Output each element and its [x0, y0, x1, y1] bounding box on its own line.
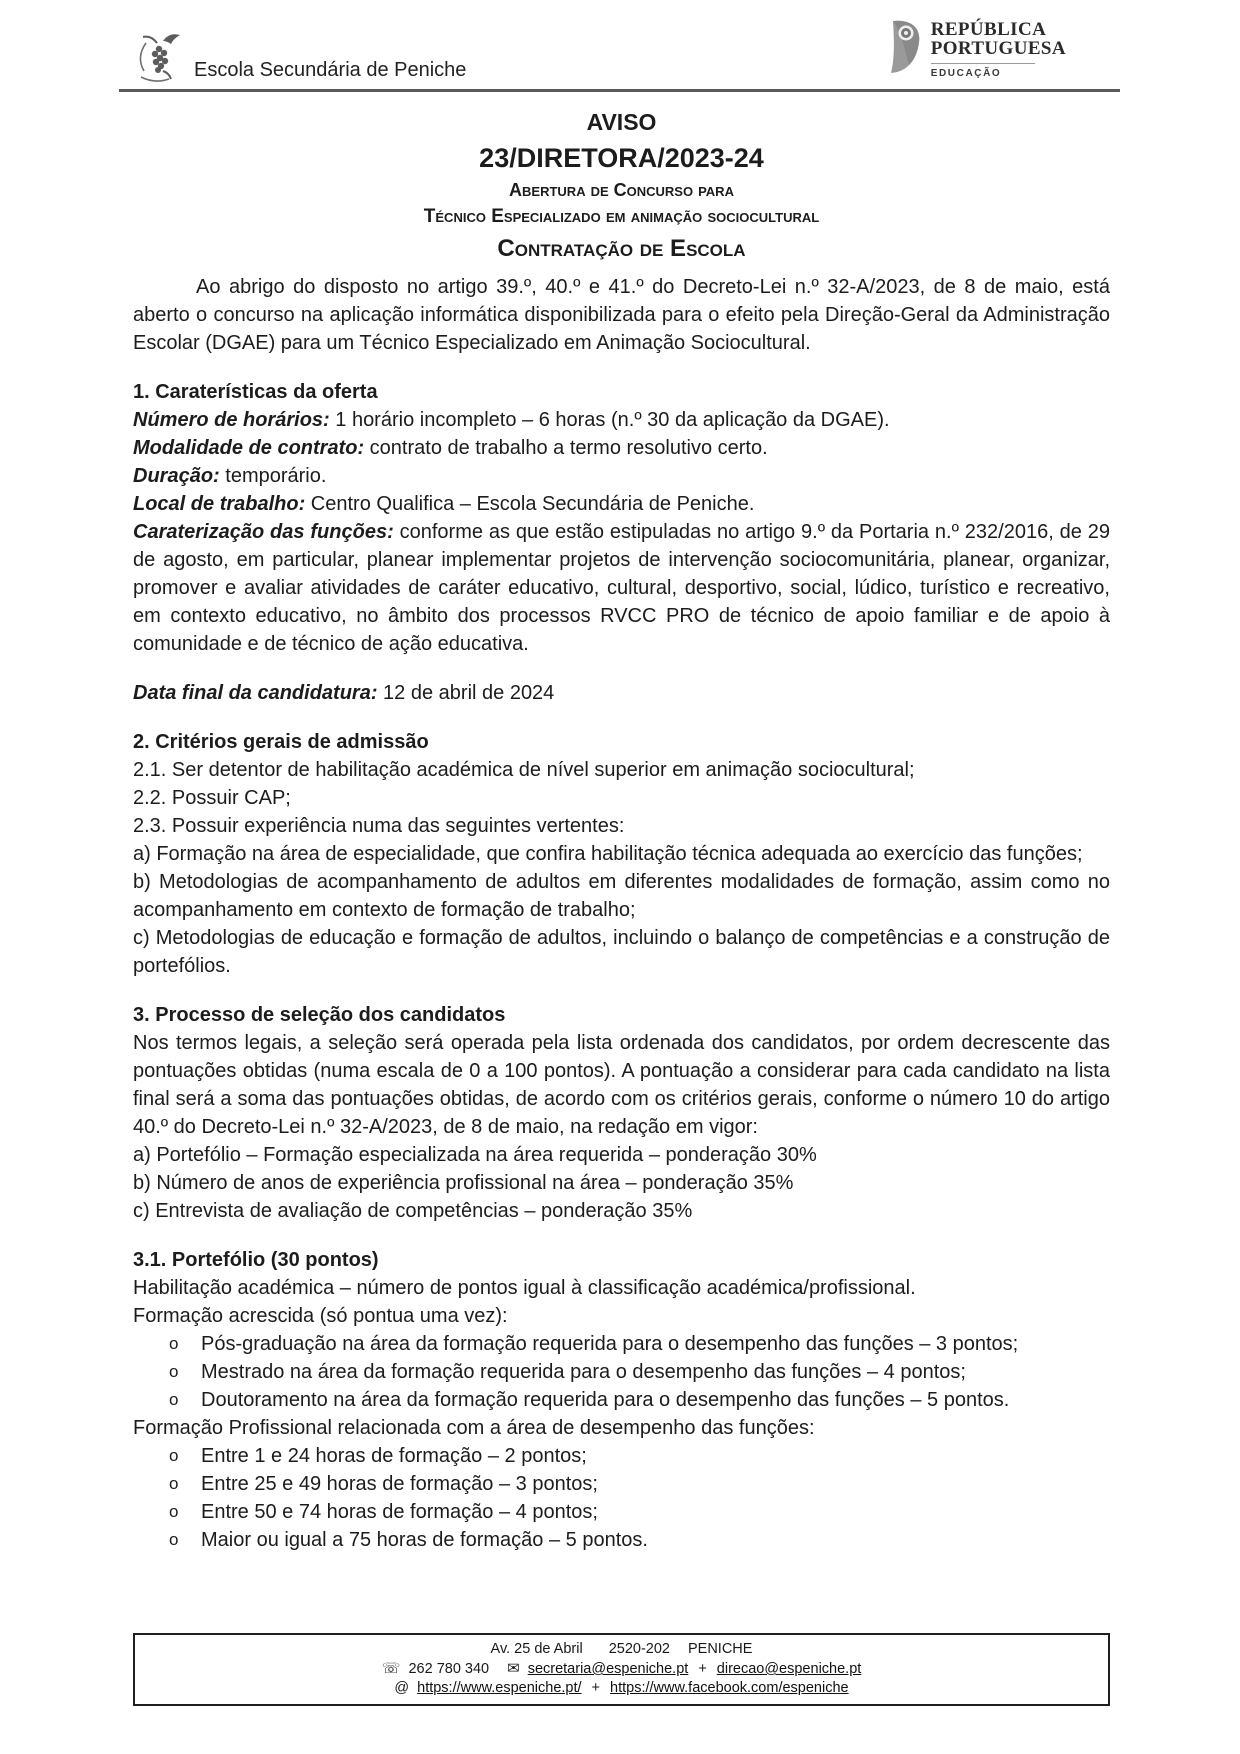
email-link-direcao[interactable]: direcao@espeniche.pt — [716, 1661, 862, 1677]
doc-number: 23/DIRETORA/2023-24 — [479, 143, 764, 173]
email-link-secretaria[interactable]: secretaria@espeniche.pt — [527, 1661, 689, 1677]
list-item-text: Pós-graduação na área da formação requerida para o desempenho das funções – 3 pontos; — [201, 1333, 1019, 1355]
footer-address — [143, 1640, 1100, 1659]
list-item — [133, 1358, 1110, 1386]
page-header — [133, 16, 1110, 85]
field-modalidade-contrato — [133, 434, 1110, 462]
field-caraterizacao-funcoes — [133, 518, 1110, 658]
government-identity — [885, 16, 1066, 85]
section-admissao-heading: 2. Critérios gerais de admissão — [133, 731, 429, 753]
address-street: Av. 25 de Abril — [490, 1641, 583, 1657]
website-link[interactable]: https://www.espeniche.pt/ — [417, 1680, 582, 1696]
footer-contacts — [143, 1659, 1100, 1679]
deadline-value: 12 de abril de 2024 — [377, 682, 555, 704]
footer-web — [143, 1679, 1100, 1698]
deadline-line — [133, 679, 1110, 707]
bullet-marker: o — [169, 1446, 179, 1465]
list-item-text: Entre 50 e 74 horas de formação – 4 pontos; — [201, 1501, 598, 1523]
list-item-text: Maior ou igual a 75 horas de formação – 5 pontos. — [201, 1529, 648, 1551]
field-label: Duração: — [133, 465, 220, 487]
list-item — [133, 1526, 1110, 1554]
criteria-line: b) Metodologias de acompanhamento de adultos em diferentes modalidades de formação, assim como no acompanhamento em contexto de formação de trabalho; — [133, 871, 1110, 921]
doc-subtitle-3: Contratação de Escola — [497, 235, 746, 262]
republica-portuguesa-logo-icon — [885, 20, 921, 74]
list-item — [133, 1498, 1110, 1526]
plus-separator: + — [698, 1661, 707, 1677]
doc-type-title: AVISO — [586, 109, 657, 135]
deadline-label: Data final da candidatura: — [133, 682, 378, 704]
field-value: conforme as que estão estipuladas no artigo 9.º da Portaria n.º 232/2016, de 29 de agosto, em particular, planear implementar projetos de intervenção sociocomunitária, planear, organizar, promover e avaliar atividades de caráter educativo, cultural, desportivo, social, lúdico, turístico e recreativo, em contexto educativo, no âmbito dos processos RVCC PRO de técnico de apoio familiar e de apoio à comunidade e de técnico de ação educativa. — [133, 521, 1110, 655]
gov-wordmark-line2: PORTUGUESA — [930, 38, 1066, 59]
intro-paragraph: Ao abrigo do disposto no artigo 39.º, 40.º e 41.º do Decreto-Lei n.º 32-A/2023, de 8 de maio, está aberto o concurso na aplicação informática disponibilizada para o efeito pela Direção-Geral da Administração Escolar (DGAE) para um Técnico Especializado em Animação Sociocultural. — [133, 276, 1110, 354]
bullet-marker: o — [169, 1502, 179, 1521]
ponderacao-line: a) Portefólio – Formação especializada na área requerida – ponderação 30% — [133, 1144, 817, 1166]
field-value: temporário. — [219, 465, 327, 487]
list-item — [133, 1386, 1110, 1414]
field-local-trabalho — [133, 490, 1110, 518]
criteria-line: 2.1. Ser detentor de habilitação académica de nível superior em animação sociocultural; — [133, 759, 915, 781]
selecao-paragraph: Nos termos legais, a seleção será operada pela lista ordenada dos candidatos, por ordem decrescente das pontuações obtidas (numa escala de 0 a 100 pontos). A pontuação a considerar para cada candidato na lista final será a soma das pontuações obtidas, de acordo com os critérios gerais, conforme o número 10 do artigo 40.º do Decreto-Lei n.º 32-A/2023, de 8 de maio, na redação em vigor: — [133, 1032, 1110, 1138]
field-label: Modalidade de contrato: — [133, 437, 365, 459]
portefolio-line: Formação acrescida (só pontua uma vez): — [133, 1305, 508, 1327]
section-selecao — [133, 1001, 1110, 1225]
section-portefolio — [133, 1246, 1110, 1554]
school-crest-icon — [133, 27, 187, 85]
list-item — [133, 1442, 1110, 1470]
doc-subtitle-2: Técnico Especializado em animação sociocultural — [423, 206, 820, 227]
ponderacao-line: b) Número de anos de experiência profissional na área – ponderação 35% — [133, 1172, 794, 1194]
address-postal: 2520-202 — [608, 1641, 670, 1657]
doc-subtitle-1: Abertura de Concurso para — [509, 180, 734, 200]
portefolio-line: Habilitação académica – número de pontos igual à classificação académica/profissional. — [133, 1277, 916, 1299]
bullet-marker: o — [169, 1474, 179, 1493]
criteria-line: 2.3. Possuir experiência numa das seguintes vertentes: — [133, 815, 625, 837]
bullet-marker: o — [169, 1334, 179, 1353]
field-duracao — [133, 462, 1110, 490]
footer-contact-box — [133, 1633, 1110, 1706]
criteria-line: c) Metodologias de educação e formação de adultos, incluindo o balanço de competências e a construção de portefólios. — [133, 927, 1110, 977]
bullet-marker: o — [169, 1362, 179, 1381]
email-icon: ✉ — [507, 1659, 520, 1677]
list-item-text: Mestrado na área da formação requerida para o desempenho das funções – 4 pontos; — [201, 1361, 966, 1383]
document-title-block — [133, 106, 1110, 267]
section-oferta — [133, 378, 1110, 658]
address-city: PENICHE — [687, 1641, 753, 1657]
school-name: Escola Secundária de Peniche — [194, 59, 467, 81]
gov-wordmark-divider — [931, 63, 1035, 64]
criteria-line: a) Formação na área de especialidade, que confira habilitação técnica adequada ao exercício das funções; — [133, 843, 1083, 865]
gov-wordmark-line1: REPÚBLICA — [930, 19, 1047, 40]
government-wordmark — [931, 20, 1066, 79]
document-body — [133, 273, 1110, 1554]
school-identity — [133, 27, 466, 85]
list-item — [133, 1330, 1110, 1358]
plus-separator: + — [591, 1680, 601, 1696]
field-label: Número de horários: — [133, 409, 330, 431]
phone-number: 262 780 340 — [408, 1661, 490, 1677]
list-item-text: Entre 25 e 49 horas de formação – 3 pontos; — [201, 1473, 598, 1495]
criteria-line: 2.2. Possuir CAP; — [133, 787, 291, 809]
header-rule — [119, 89, 1120, 92]
phone-icon: ☏ — [381, 1659, 401, 1677]
bullet-marker: o — [169, 1390, 179, 1409]
field-numero-horarios — [133, 406, 1110, 434]
field-label: Caraterização das funções: — [133, 521, 394, 543]
field-value: Centro Qualifica – Escola Secundária de Peniche. — [305, 493, 755, 515]
section-admissao — [133, 728, 1110, 980]
field-value: 1 horário incompleto – 6 horas (n.º 30 da aplicação da DGAE). — [329, 409, 890, 431]
bullet-marker: o — [169, 1530, 179, 1549]
ponderacao-line: c) Entrevista de avaliação de competências – ponderação 35% — [133, 1200, 693, 1222]
list-item-text: Doutoramento na área da formação requerida para o desempenho das funções – 5 pontos. — [201, 1389, 1010, 1411]
facebook-link[interactable]: https://www.facebook.com/espeniche — [610, 1680, 849, 1696]
field-value: contrato de trabalho a termo resolutivo certo. — [364, 437, 768, 459]
field-label: Local de trabalho: — [133, 493, 306, 515]
list-item — [133, 1470, 1110, 1498]
section-portefolio-heading: 3.1. Portefólio (30 pontos) — [133, 1249, 379, 1271]
web-at-icon: @ — [394, 1680, 410, 1696]
section-oferta-heading: 1. Caraterísticas da oferta — [133, 381, 378, 403]
list-item-text: Entre 1 e 24 horas de formação – 2 pontos; — [201, 1445, 587, 1467]
gov-ministry-label: EDUCAÇÃO — [930, 68, 1002, 79]
portefolio-line: Formação Profissional relacionada com a área de desempenho das funções: — [133, 1417, 815, 1439]
section-selecao-heading: 3. Processo de seleção dos candidatos — [133, 1004, 506, 1026]
